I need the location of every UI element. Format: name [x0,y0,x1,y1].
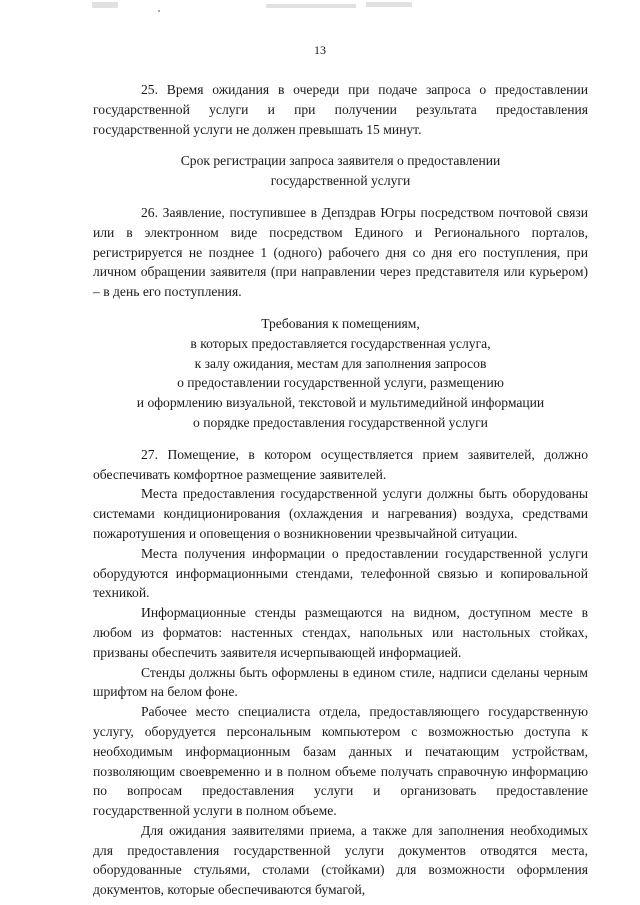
paragraph-25: 25. Время ожидания в очереди при подаче запроса о предоставлении государственной услуги и при получении результата предоставления государственной услуги не должен превышать 15 минут. [93,82,588,137]
heading-registration-term [93,151,588,191]
heading-line: Требования к помещениям, [261,315,420,331]
paragraph-27-info-stands: Информационные стенды размещаются на видном, доступном месте в любом из форматов: настенных стендах, напольных или настольных стойках, призваны обеспечить заявителя исчерпывающей информацией. [93,605,588,660]
spacer [93,191,588,203]
paragraph-27: 27. Помещение, в котором осуществляется прием заявителей, должно обеспечивать комфортное размещение заявителей. [93,446,588,482]
heading-line: и оформлению визуальной, текстовой и мультимедийной информации [136,395,545,411]
heading-line: к залу ожидания, местам для заполнения запросов [194,355,487,371]
page-number: 13 [314,43,326,57]
heading-line: Срок регистрации запроса заявителя о предоставлении [180,153,501,169]
scan-artifact [158,10,160,12]
spacer [93,433,588,445]
scan-artifact [92,2,118,8]
heading-line: о порядке предоставления государственной услуги [193,414,488,430]
paragraph-27-climate: Места предоставления государственной услуги должны быть оборудованы системами кондиционирования (охлаждения и нагревания) воздуха, средствами пожаротушения и оповещения о возникновении чрезвычайной ситуации. [93,486,588,541]
spacer [93,139,588,151]
document-body [93,80,588,900]
heading-premises-requirements [93,314,588,433]
scan-artifact [366,2,412,7]
paragraph-27-info-places: Места получения информации о предоставлении государственной услуги оборудуются информационными стендами, телефонной связью и копировальной техникой. [93,545,588,601]
paragraph-27-workplace: Рабочее место специалиста отдела, предоставляющего государственную услугу, оборудуется персональным компьютером с возможностью доступа к необходимым информационным базам данных и печатающим устройствам, позволяющим своевременно и в полном объеме получать справочную информацию по вопросам предоставления услуги и организовать предоставление государственной услуги в полном объеме. [93,704,588,819]
heading-line: в которых предоставляется государственная услуга, [190,335,491,351]
heading-line: государственной услуги [270,173,411,189]
paragraph-26: 26. Заявление, поступившее в Депздрав Югры посредством почтовой связи или в электронном виде посредством Единого и Регионального порталов, регистрируется не позднее 1 (одного) рабочего дня со дня его поступления, при личном обращении заявителя (при направлении через представителя или курьером) – в день его поступления. [93,204,588,300]
scan-artifact [266,4,356,8]
heading-line: о предоставлении государственной услуги, размещению [177,375,504,391]
paragraph-27-stand-style: Стенды должны быть оформлены в едином стиле, надписи сделаны черным шрифтом на белом фоне. [93,664,588,700]
paragraph-27-waiting-places: Для ожидания заявителями приема, а также для заполнения необходимых для предоставления государственной услуги документов отводятся места, оборудованные стульями, столами (стойками) для возможности оформления документов, которые обеспечиваются бумагой, [93,822,588,898]
spacer [93,302,588,314]
